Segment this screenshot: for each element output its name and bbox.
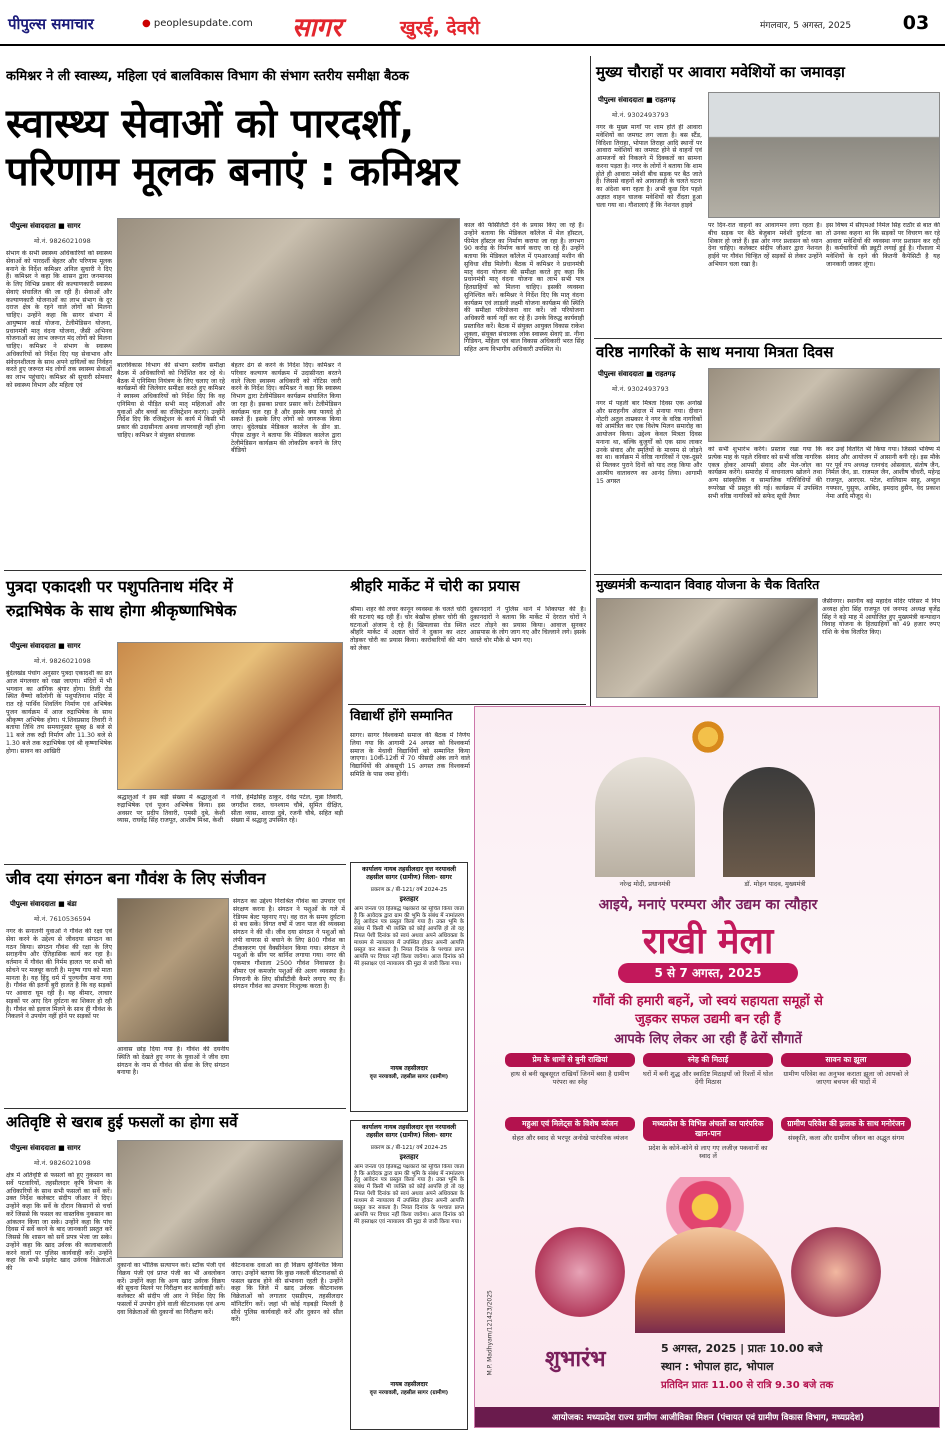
ekadashi-col-1: बुंदेलखंड पंचांग अनुसार पुत्रदा एकादशी का व्रत आज मंगलवार को रखा जाएगा। मंदिरों में भी भगवान का आंगिक श्रृंगार होगा। तिली रोड स्थित वैष्णो कॉलोनी के पशुपतिनाथ मंदिर में रात रहे पार्थिव शिवलिंग निर्माण एवं अभिषेक पूजन कार्यक्रम में आज रुद्राभिषेक के साथ श्रीकृष्ण अभिषेक होगा। पं.शिवप्रसाद तिवारी ने बताया तिथि तय समयानुसार सुबह 8 बजे से 11 बजे तक रुद्री निर्माण और 11.30 बजे से 1.30 बजे तक रुद्राभिषेक एवं श्री कृष्णाभिषेक होगा। सावन का आखिरी [6, 670, 112, 755]
crops-byline: पीपुल्स संवाददाता ■ सागर [10, 1144, 81, 1152]
theft-col-2: दुकानदारों ने पुलिस थाने में शिकायत की है। दुकानदारों ने बताया कि मार्केट में देररात चोरों ने शटर तोड़ने का प्रयास किया। आवाज सुनकर आसपास के लोग जाग गए और चिल्लाने लगे। इसके चलते चोर मौके से भाग गए। [470, 606, 586, 644]
cattle-mobile: मो.नं. 9302493793 [612, 111, 669, 119]
lead-col-4: काल की फेसिलिटी देने के प्रयास किए जा रहे हैं। उन्होंने बताया कि मेडिकल कॉलेज में मेल हॉस्टल, फीमेल हॉस्टल का निर्माण कराया जा रहा है। लगभग 90 करोड़ के निर्माण कार्य कराए जा रहे हैं। उन्होंने बताया कि मेडिकल कॉलेज में एमआरआई मशीन की सुविधा शीघ्र मिलेगी। बैठक में कमिश्नर ने प्रधानमंत्री मातृ वंदना योजना की समीक्षा करते हुए कहा कि प्रधानमंत्री मातृ वंदना योजना का लाभ सभी पात्र हितग्राहियों को मिलना चाहिए। इसकी व्यवस्था सुनिश्चित करें। कमिश्नर ने निर्देश दिए कि मातृ वंदना कार्यक्रम एवं लाडली लक्ष्मी योजना कार्यक्रम की स्थिति की समीक्षा परियोजना वार करें। जो परियोजना अधिकारी कार्य नहीं कर रहे हैं। उनके विरुद्ध कार्यवाही प्रस्तावित करें। बैठक में संयुक्त आयुक्त विकास राकेश शुक्ला, संयुक्त संचालक लोक स्वास्थ्य सेवाएं डा. नीना गिडियन, महिला एवं बाल विकास अधिकारी भरत सिंह सहित अन्य विभागीय अधिकारी उपस्थित थे। [464, 222, 584, 353]
notice-title: इश्तहार [399, 1152, 419, 1161]
gaushala-byline: पीपुल्स संवाददाता ■ बंडा [10, 900, 77, 908]
ad-subline-1: गाँवों की हमारी बहनें, जो स्वयं सहायता समूहों से [593, 994, 823, 1009]
feature-6 [781, 1117, 911, 1142]
crops-col-1: क्षेत्र में अतिवृष्टि से फसलों को हुए नुकसान का सर्वे पटवारियों, तहसीलदार कृषि विभाग के अधिकारियों के साथ सभी फसलों का सर्वे करें। उक्त निर्देश कलेक्टर संदीप जीआर ने दिए। उन्होंने कहा कि सर्वे के दौरान किसानों से चर्चा करें जिससे कि फसल का वास्तविक नुकसान का आंकलन किया जा सके। उन्होंने कहा कि पांच दिवस में सर्वे करने के बाद जानकारी प्रस्तुत करें जिससे कि शासन को सर्वे प्रपत्र भेजा जा सके। उन्होंने कहा कि खाद उर्वरक की कालाबाजारी करने वालों पर पुलिस कार्यवाही करें। उन्होंने कहा कि सभी प्राइवेट खाद उर्वरक विक्रेताओं की [6, 1172, 112, 1272]
ekadashi-col-3: गांधी, हेमेंद्रसिंह ठाकुर, देवेंद्र पटेल, मुन्ना तिवारी, जगदीश रावत, घनश्याम चौबे, सुमित दीक्षित, सीता व्यास, शारदा दुबे, रजनी चौबे, सहित बड़ी संख्या में श्रद्धालु उपस्थित रहे। [231, 794, 343, 825]
lead-headline-2: परिणाम मूलक बनाएं : कमिश्नर [6, 149, 460, 195]
rakhi-plate-photo-left [535, 1227, 625, 1317]
notice-body: आम जनता एवं हितबद्ध पक्षकारों को सूचित किया जाता है कि आवेदक द्वारा ग्राम की भूमि के संबंध में नामांतरण हेतु आवेदन पत्र प्रस्तुत किया गया है। उक्त भूमि के संबंध में किसी भी व्यक्ति को कोई आपत्ति हो तो वह नियत पेशी दिनांक को स्वयं अथवा अपने अधिवक्ता के माध्यम से न्यायालय में उपस्थित होकर अपनी आपत्ति प्रस्तुत कर सकता है। नियत दिनांक के पश्चात प्राप्त आपत्ति पर विचार नहीं किया जावेगा। आज दिनांक को मेरे हस्ताक्षर एवं न्यायालय की मुद्रा से जारी किया गया। [354, 1163, 464, 1225]
crops-headline: अतिवृष्टि से खराब हुई फसलों का होगा सर्वे [6, 1113, 238, 1131]
notice-footer-2: वृत्त नरयावली, तहसील सागर (ग्रामीण) [369, 1389, 449, 1396]
ad-tagline: आइये, मनाएं परम्परा और उद्यम का त्यौहार [598, 897, 818, 913]
ad-dates: 5 से 7 अगस्त, 2025 [618, 963, 798, 983]
ekadashi-headline-1: पुत्रदा एकादशी पर पशुपतिनाथ मंदिर में [6, 577, 233, 596]
students-text: सागर। सागर विश्वकर्मा समाज की बैठक में निर्णय लिया गया कि आगामी 24 अगस्त को विश्वकर्मा समाज के मेधावी विद्यार्थियों को सम्मानित किया जाएगा। 10वीं-12वीं में 70 फीसदी अंक लाने वाले विद्यार्थियों की अंकसूची 15 अगस्त तक विश्वकर्मा समिति के पास जमा होंगी। [350, 732, 470, 778]
notice-footer-2: वृत्त नरयावली, तहसील सागर (ग्रामीण) [369, 1073, 449, 1080]
ekadashi-mobile: मो.नं. 9826021098 [34, 657, 91, 665]
section-subtitle: खुरई, देवरी [400, 17, 480, 39]
divider [594, 574, 942, 575]
ekadashi-col-2: श्रद्धालुओं ने इस बड़ी संख्या में श्रद्धालुओं ने रुद्राभिषेक एवं पूजन अभिषेक किया। इस अवसर पर प्रदीप तिवारी, एमसी दुबे, केशी व्यास, राघवेंद्र सिंह राजपूत, आशीष मिश्रा, केशी [117, 794, 225, 825]
notice-footer: नायब तहसीलदार [390, 1064, 428, 1072]
cattle-headline: मुख्य चौराहों पर आवारा मवेशियों का जमावड़ा [596, 63, 845, 81]
feature-desc: प्रदेश के कोने-कोने से लाए गए लजीज़ पकवानों का स्वाद लें [648, 1144, 768, 1161]
kanyadan-text: जैसीनगर। स्थानीय बड़े महादेव मंदिर परिसर में निप अध्यक्ष होरा सिंह राजपूत एवं जनपद अध्यक्ष बृजेंद्र सिंह ने बड़े माह में आयोजित हुए मुख्यमंत्री कन्यादान विवाह योजना के हितग्राहियों को 49 हजार रुपए राशि के चेक वितरित किए। [822, 598, 940, 636]
divider [348, 704, 586, 705]
notice-header: कार्यालय नायब तहसीलदार वृत्त नरयावली तहसील सागर (ग्रामीण) जिला- सागर [361, 866, 457, 881]
cm-portrait [723, 767, 815, 877]
inauguration-time: 5 अगस्त, 2025 | प्रातः 10.00 बजे [661, 1342, 823, 1355]
feature-title: प्रेम के धागों से बुनी राखियां [505, 1053, 635, 1067]
senior-col-3: कर उन्हें वितरित भी किया गया। जिससे भविष्य में संवाद और आयोजन में आसानी बनी रहे। इस मौके पर पूर्व नप अध्यक्ष रतनचंद ओसवाल, संतोष जैन, निर्मल जैन, डा. राजमल जैन, आशीष चौधरी, महेन्द्र राजपूत, आरएस. पटेल, शालिग्राम साहू, अब्दुल गफ्फार, युसुफ, आबिद, इमदाद हुसैन, वेद प्रकाश नेमा आदि मौजूद थे। [826, 446, 940, 500]
cattle-col-1: नगर के मुख्य मार्गों पर शाम होते ही आवारा मवेशियों का जमघट लग जाता है। बस स्टैंड, विदिशा तिराहा, भोपाल तिराहा आदि स्थानों पर आवारा मवेशियों का जमघट होने से वाहनों एवं आमजनों को निकलने में दिक्कतों का सामना करना पड़ता है। नगर के लोगों ने बताया कि शाम होते ही आवारा मवेशी बीच सड़क पर बैठ जाते हैं। जिससे वाहनों को आवाजाही के चलते घटना का अंदेशा बना रहता है। अभी कुछ दिन पहले अज्ञात वाहन चालक मवेशियों को रौंदता हुआ चला गया था। गौशालाएं हैं कि नेशनल हाइवे [596, 124, 702, 209]
ad-title: राखी मेला [642, 921, 774, 962]
inauguration-label: शुभारंभ [545, 1347, 606, 1372]
notice-body: आम जनता एवं हितबद्ध पक्षकारों को सूचित किया जाता है कि आवेदक द्वारा ग्राम की भूमि के संबंध में नामांतरण हेतु आवेदन पत्र प्रस्तुत किया गया है। उक्त भूमि के संबंध में किसी भी व्यक्ति को कोई आपत्ति हो तो वह नियत पेशी दिनांक को स्वयं अथवा अपने अधिवक्ता के माध्यम से न्यायालय में उपस्थित होकर अपनी आपत्ति प्रस्तुत कर सकता है। नियत दिनांक के पश्चात प्राप्त आपत्ति पर विचार नहीं किया जावेगा। आज दिनांक को मेरे हस्ताक्षर एवं न्यायालय की मुद्रा से जारी किया गया। [354, 905, 464, 967]
lead-meeting-photo [117, 218, 460, 356]
venue: स्थान : भोपाल हाट, भोपाल [661, 1360, 774, 1373]
lead-col-3: बेहतर ढंग से करने के निर्देश दिए। कमिश्नर ने परिवार कल्याण कार्यक्रम में उदासीनता बरतने वाले जिला स्वास्थ्य अधिकारी को नोटिस जारी करने के निर्देश दिए। कमिश्नर ने कहा कि स्वास्थ्य विभाग द्वारा टेलीमेडिसन कार्यक्रम संचालित किया जा रहा है। इसका प्रचार प्रसार करें। टेलीमेडिसन कार्यक्रम चल रहा है और इसके क्या फायदे हो सकते हैं। इसके लिए लोगों को जागरूक किया जाए। बुंदेलखंड मेडिकल कालेज के डीन डा. पीएस ठाकुर ने बताया कि मेडिकल कालेज द्वारा टेलीमेडिसन कार्यक्रम की लोकप्रिय बनाने के लिए बीडियो [231, 362, 341, 455]
senior-byline: पीपुल्स संवाददाता ■ राहतगढ़ [598, 370, 676, 378]
lead-col-1: संभाग के सभी स्वास्थ्य अधिकारियों को स्वास्थ्य सेवाओं को पारदर्शी बेहतर और परिणाम मूलक बनाने के निर्देश कमिश्नर अनिल सुचारी ने दिए हैं। कमिश्नर ने कहा कि शासन द्वारा जनमानस के लिए विभिन्न प्रकार की कल्याणकारी स्वास्थ्य सेवाएं संचालित की जा रही हैं। सेवाओं और कल्याणकारी योजनाओं का लाभ संभाग के दूर दराज क्षेत्र के रहने वाले लोगों को मिलना चाहिए। उन्होंने कहा कि सागर संभाग में आयुष्मान कार्ड योजना, टेलीमेडिसन योजना, प्रधानमंत्री मातृ वंदना योजना, जैसी अभिनव योजनाओं का लाभ जरूरत मंद लोगों को मिलना चाहिए। कमिश्नर ने संभाग के स्वास्थ्य अधिकारियों को निर्देश दिए यह सेवाभाव और संवेदनशीलता के साथ अपने दायित्वों का निर्वहन करते हुए जरूरत मंद लोगों तक स्वास्थ्य सेवाओं का लाभ पहुंचाएं। कमिश्नर श्री सुचारी सोमवार को स्वास्थ्य विभाग और महिला एवं [6, 250, 112, 389]
crops-mobile: मो.नं. 9826021098 [34, 1159, 91, 1167]
masthead [0, 0, 945, 46]
ekadashi-headline-2: रुद्राभिषेक के साथ होगा श्रीकृष्णाभिषेक [6, 601, 237, 620]
lead-byline: पीपुल्स संवाददाता ■ सागर [10, 222, 81, 230]
kanyadan-headline: मुख्यमंत्री कन्यादान विवाह योजना के चैक वितरित [596, 577, 820, 592]
ad-subline-3: आपके लिए लेकर आ रही हैं ढेरों सौगातें [614, 1032, 802, 1047]
divider [4, 864, 346, 865]
gaushala-col-1: नगर के सनातनी युवाओं ने गौवंश की रक्षा एवं सेवा करने के उद्देश्य से जीवदया संगठन का गठन किया। संगठन गौवंश की रक्षा के लिए सराहनीय और ऐतिहासिक कार्य कर रहा है। वर्तमान में गौवंश की निर्मम हालत पर सभी को सोचने पर मजबूर करती है। मनुष्य गाय को माता मानता है। यह हिंदू धर्म में पूज्यनीय माना गया है। गौवंश की इतनी बुरी हालत है कि वह सड़कों पर आवारा घूम रही है। यह बीमार, लाचार सड़कों पर आए दिन दुर्घटना का शिकार हो रही है। गौवंश को इलाज मिलने के साथ ही गौवंश के निकलने ने उपयोग नहीं होने पर सड़कों पर [6, 928, 112, 1021]
page-number: 03 [902, 12, 930, 34]
organizer-bar: आयोजक: मध्यप्रदेश राज्य ग्रामीण आजीविका मिशन (पंचायत एवं ग्रामीण विकास विभाग, मध्यप्रदेश) [475, 1407, 940, 1428]
rakhi-mela-advertisement [474, 706, 940, 1428]
feature-title: सावन का झूला [781, 1053, 911, 1067]
feature-desc: सेहत और स्वाद से भरपूर अनोखे पारंपरिक व्यंजन [512, 1134, 628, 1142]
senior-headline: वरिष्ठ नागरिकों के साथ मनाया मित्रता दिवस [596, 343, 834, 361]
emblem-icon [688, 717, 728, 757]
gaushala-col-2: आवास छोड़ दिया गया है। गौवंश की दयनीय स्थिति को देखते हुए नगर के युवाओं ने जीव दया संगठन के नाम से गौवंश की सेवा के लिए संगठन बनाया है। [117, 1046, 229, 1077]
gaushala-mobile: मो.नं. 7610536594 [34, 915, 91, 923]
feature-title: स्नेह की मिठाई [643, 1053, 773, 1067]
feature-desc: हाथ से बनी खूबसूरत राखियाँ जिनमें बसा है ग्रामीण परंपरा का स्नेह [510, 1070, 630, 1087]
ad-subline-2: जुड़कर सफल उद्यमी बन रही हैं [635, 1012, 781, 1027]
pm-portrait [595, 757, 695, 877]
pm-caption: नरेन्द्र मोदी, प्रधानमंत्री [619, 880, 671, 888]
cm-caption: डॉ. मोहन यादव, मुख्यमंत्री [744, 880, 806, 888]
divider [4, 570, 586, 571]
ro-number: M.P. Madhyam/121423/2025 [486, 1290, 494, 1376]
feature-title: ग्रामीण परिवेश की झलक के साथ मनोरंजन [781, 1117, 911, 1131]
senior-col-2: को सभी शुभारंभ करेंगे। प्रस्ताव रखा गया कि प्रत्येक माह के पहले रविवार को सभी वरिष्ठ नागरिक एकत्र होकर आपसी संवाद और मेल-जोल का कार्यक्रम करेंगे। समारोह में वाचनालय खोलने तथा अन्य सांस्कृतिक व सामाजिक गतिविधियों की रूपरेखा भी प्रस्तुत की गई। कार्यक्रम में उपस्थित सभी वरिष्ठ नागरिकों को सफेद सूची तैयार [708, 446, 822, 500]
cattle-photo [708, 92, 940, 218]
theft-col-1: श्रीमा। शहर की लचर कानून व्यवस्था के चलते चोरी की घटनाएं बढ़ रही हैं। चोर बेखौफ होकर चोरी की घटनाओं अंजाम दे रहे हैं। खिमलासा रोड स्थित श्रीहरि मार्केट में अज्ञात चोरों ने दुकान का शटर तोड़कर चोरी का प्रयास किया। कारोबारियों की मांग को लेकर [350, 606, 466, 652]
lead-col-2: बालविकास विभाग की संभाग स्तरीय समीक्षा बैठक में अधिकारियों को निर्देशित कर रहे थे। बैठक में एनिमिया नियंत्रण के लिए चलाए जा रहे कार्यक्रमों की जिलेवार समीक्षा करते हुए कमिश्नर ने स्वास्थ्य अधिकारियों को निर्देश दिए कि वह एनिमिया से पीड़ित सभी मातृ महिलाओं और युवाओं और बच्चों का रजिस्ट्रेशन कराएं। उन्होंने निर्देश दिए कि रजिस्ट्रेशन के कार्य में किसी भी प्रकार की उदासीनता अथवा लापरवाही नहीं होना चाहिए। कमिश्नर ने संयुक्त संचालक [117, 362, 225, 439]
feature-desc: संस्कृति, कला और ग्रामीण जीवन का अद्भुत संगम [788, 1134, 904, 1142]
gaushala-headline: जीव दया संगठन बना गौवंश के लिए संजीवन [6, 869, 266, 888]
feature-title: महुआ एवं मिलेट्स के विशेष व्यंजन [505, 1117, 635, 1131]
cattle-byline: पीपुल्स संवाददाता ■ राहतगढ़ [598, 96, 676, 104]
feature-title: मध्यप्रदेश के विभिन्न अंचलों का पारंपरिक खान-पान [643, 1117, 773, 1141]
notice-ref: प्रकरण क्र./ बी-121/ वर्ष 2024-25 [370, 886, 448, 893]
notice-header: कार्यालय नायब तहसीलदार वृत्त नरयावली तहसील सागर (ग्रामीण) जिला- सागर [361, 1124, 457, 1139]
globe-icon: ● [142, 18, 151, 29]
crops-col-2: दुकानों का भौतिक सत्यापन करें। स्टॉक पंजी एवं विक्रय पंजी एवं प्राप्त पंजी का भी अवलोकन करें। उन्होंने कहा कि अन्य खाद उर्वरक विक्रय की सूचना मिलने पर निरीक्षण कर कार्यवाही करें। कलेक्टर श्री संदीप जी आर ने निर्देश दिए कि फसलों में उपयोग होने वाली कीटनाशक एवं अन्य दवा विक्रेताओं की दुकानों का निरीक्षण करें। [117, 1262, 225, 1316]
kanyadan-photo [596, 598, 818, 698]
lead-headline-1: स्वास्थ्य सेवाओं को पारदर्शी, [6, 101, 415, 147]
senior-mobile: मो.नं. 9302493793 [612, 385, 669, 393]
legal-notice-1 [350, 862, 468, 1112]
crops-col-3: कीटनाशक दवाओं का ही विक्रय सुनिश्चित किया जाए। उन्होंने बताया कि कुछ नकली कीटनाशकों से फसल खराब होने की संभावना रहती है। उन्होंने कहा कि जिले में खाद उर्वरक कीटनाशक विक्रेताओं को लगातार एसडीएम, तहसीलदार मॉनिटरिंग करें। जहां भी कोई गड़बड़ी मिलती है सीधे पुलिस कार्यवाही करें और दुकान को सील करें। [231, 1262, 343, 1324]
ekadashi-byline: पीपुल्स संवाददाता ■ सागर [10, 642, 81, 650]
website-link[interactable] [142, 18, 253, 29]
feature-4 [505, 1117, 635, 1142]
feature-5 [643, 1117, 773, 1161]
lead-mobile: मो.नं. 9826021098 [34, 237, 91, 245]
gaushala-col-3: संगठन का उद्देश्य निराश्रित गौवंश का उपचार एवं संरक्षण करना है। संगठन ने पशुओं के गले में रेडियम बेल्ट पहनाए गए। वह रात के समय दुर्घटना से बच सकें। विगत वर्षों में जान पाल की व्यवस्था संगठन ने की थी। जीव दया संगठन ने पशुओं को लंपी वायरस से बचाने के लिए 800 गौवंश का टीकाकरण एवं वैक्सीनेशन किया गया। संगठन ने पशुओं के सींग पर बार्निश लगाया गया। नगर की एकमात्र गौशाला 2500 गौवंश निवासरत है। बीमार एवं कमजोर पशुओं की अलग व्यवस्था है। निगरानी के लिए सीसीटीवी कैमरे लगाए गए हैं। संगठन गौवंश का उपचार निःशुल्क करता है। [233, 898, 345, 991]
feature-desc: ग्रामीण परिवेश का अनुभव कराता झूला जो आपको ले जाएगा बचपन की यादों में [783, 1070, 909, 1087]
website-text: peoplesupdate.com [153, 18, 253, 29]
theft-headline: श्रीहरि मार्केट में चोरी का प्रयास [350, 577, 520, 595]
crops-meeting-photo [117, 1140, 343, 1258]
rakhi-making-photo-right [791, 1227, 881, 1317]
issue-date: मंगलवार, 5 अगस्त, 2025 [760, 21, 852, 31]
cattle-col-3: इस विषय में सीएमओ निर्मल सिंह राठौर से बात की तो उनका कहना था कि सड़कों पर विचरण कर रहे आवारा मवेशियों की व्यवस्था नगर प्रशासन कर रही है। कर्मचारियों की ड्यूटी लगाई हुई है। गौशाला में मवेशियों के रहने की कितनी कैपेसिटी है यह जानकारी जाकर लूंगा। [826, 222, 940, 268]
senior-group-photo [708, 368, 940, 442]
daily-timing: प्रतिदिन प्रातः 11.00 से रात्रि 9.30 बजे तक [661, 1380, 834, 1391]
divider [4, 1108, 346, 1109]
ekadashi-puja-photo [117, 642, 343, 790]
lead-kicker: कमिश्नर ने ली स्वास्थ्य, महिला एवं बालविकास विभाग की संभाग स्तरीय समीक्षा बैठक [6, 69, 409, 84]
notice-ref: प्रकरण क्र./ बी-121/ वर्ष 2024-25 [370, 1144, 448, 1151]
notice-title: इश्तहार [399, 894, 419, 903]
women-artisans-photo [635, 1227, 785, 1333]
feature-2 [643, 1053, 773, 1087]
feature-3 [781, 1053, 911, 1087]
gaushala-cow-photo [117, 898, 229, 1042]
masthead-logo: पीपुल्स समाचार [8, 15, 94, 33]
students-headline: विद्यार्थी होंगे सम्मानित [350, 709, 453, 724]
legal-notice-2 [350, 1120, 468, 1430]
feature-desc: घरों में बनी शुद्ध और स्वादिष्ट मिठाइयाँ जो रिश्तों में घोल देंगी मिठास [643, 1070, 773, 1087]
notice-footer: नायब तहसीलदार [390, 1380, 428, 1388]
senior-col-1: नगर में पहली बार मित्रता दिवस एक अनोखे और सराहनीय अंदाज में मनाया गया। दीवान नोटरी अतुल ताम्रकार ने नगर के वरिष्ठ नागरिकों को आमंत्रित कर एक विशेष मिलन समारोह का आयोजन किया। उद्देश्य केवल मित्रता दिवस मनाना था, बल्कि बुजुर्गों को एक साथ लाकर उनके संवाद और स्मृतियों के माध्यम से जोड़ने का था। कार्यक्रम में वरिष्ठ नागरिकों ने एक-दूसरे से मिलकर पुराने दिनों को याद तरह किया और आत्मीय वातावरण का आनंद लिया। आगामी 15 अगस्त [596, 400, 702, 485]
divider [594, 338, 942, 339]
cattle-col-2: पर दिन-रात वाहनों का आवागमन लगा रहता है। बीच सड़क पर बैठे बेजुबान मवेशी दुर्घटना का शिकार हो जाते हैं। इस ओर नगर प्रशासन को ध्यान देना चाहिए। कलेक्टर संदीप जीआर द्वारा नेशनल हाईवे पर गौवंश चिन्हित रहें सड़कों से लेकर उन्होंने अभियान चला रखा है। [708, 222, 822, 268]
section-title: सागर [292, 13, 342, 43]
feature-1 [505, 1053, 635, 1087]
